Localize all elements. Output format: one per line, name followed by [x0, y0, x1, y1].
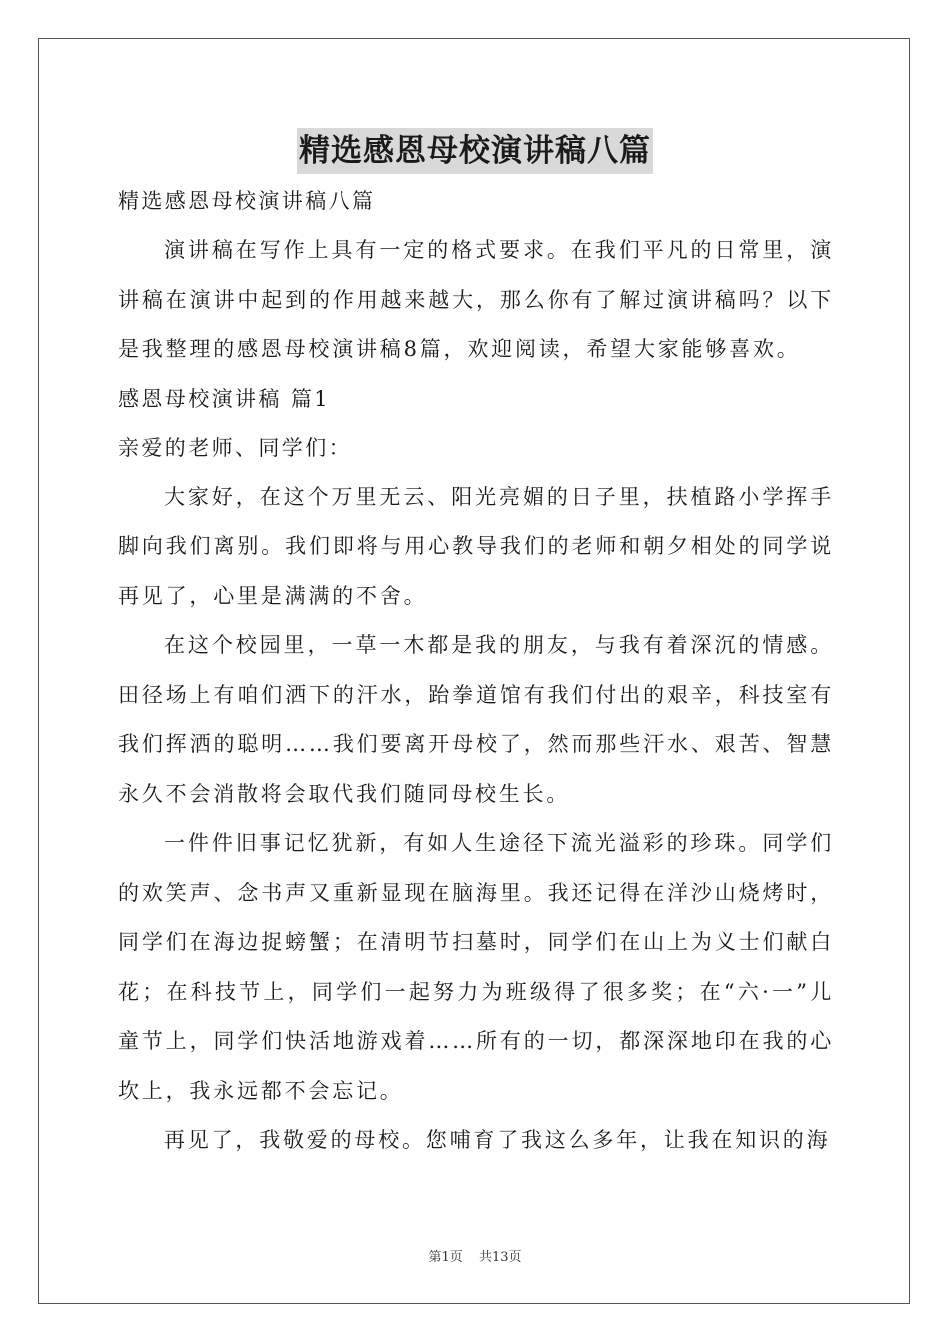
- body-paragraph-2: 在这个校园里，一草一木都是我的朋友，与我有着深沉的情感。田径场上有咱们洒下的汗水，跆拳道馆有我们付出的艰辛，科技室有我们挥洒的聪明……我们要离开母校了，然而那些汗水、艰苦、智慧永久不会消散将会取代我们随同母校生长。: [118, 633, 834, 806]
- section-heading: 感恩母校演讲稿 篇1: [118, 386, 331, 411]
- document-body: [118, 177, 834, 1166]
- page-total: 共13页: [478, 1250, 522, 1265]
- page-number: 第1页: [428, 1250, 463, 1265]
- body-paragraph-4: 再见了，我敬爱的母校。您哺育了我这么多年，让我在知识的海: [164, 1128, 831, 1152]
- subtitle: 精选感恩母校演讲稿八篇: [118, 189, 376, 213]
- intro-paragraph: 演讲稿在写作上具有一定的格式要求。在我们平凡的日常里，演讲稿在演讲中起到的作用越来越大，那么你有了解过演讲稿吗？以下是我整理的感恩母校演讲稿8篇，欢迎阅读，希望大家能够喜欢。: [118, 238, 834, 361]
- greeting: 亲爱的老师、同学们：: [118, 435, 352, 460]
- title-container: [0, 128, 950, 174]
- body-paragraph-1: 大家好，在这个万里无云、阳光亮媚的日子里，扶植路小学挥手脚向我们离别。我们即将与用心教导我们的老师和朝夕相处的同学说再见了，心里是满满的不舍。: [118, 484, 834, 608]
- document-title: 精选感恩母校演讲稿八篇: [297, 128, 653, 174]
- body-paragraph-3: 一件件旧事记忆犹新，有如人生途径下流光溢彩的珍珠。同学们的欢笑声、念书声又重新显现在脑海里。我还记得在洋沙山烧烤时，同学们在海边捉螃蟹；在清明节扫墓时，同学们在山上为义士们献白花；在科技节上，同学们一起努力为班级得了很多奖；在“六·一”儿童节上，同学们快活地游戏着……所有的一切，都深深地印在我的心坎上，我永远都不会忘记。: [118, 831, 834, 1103]
- page-footer: [0, 1246, 950, 1265]
